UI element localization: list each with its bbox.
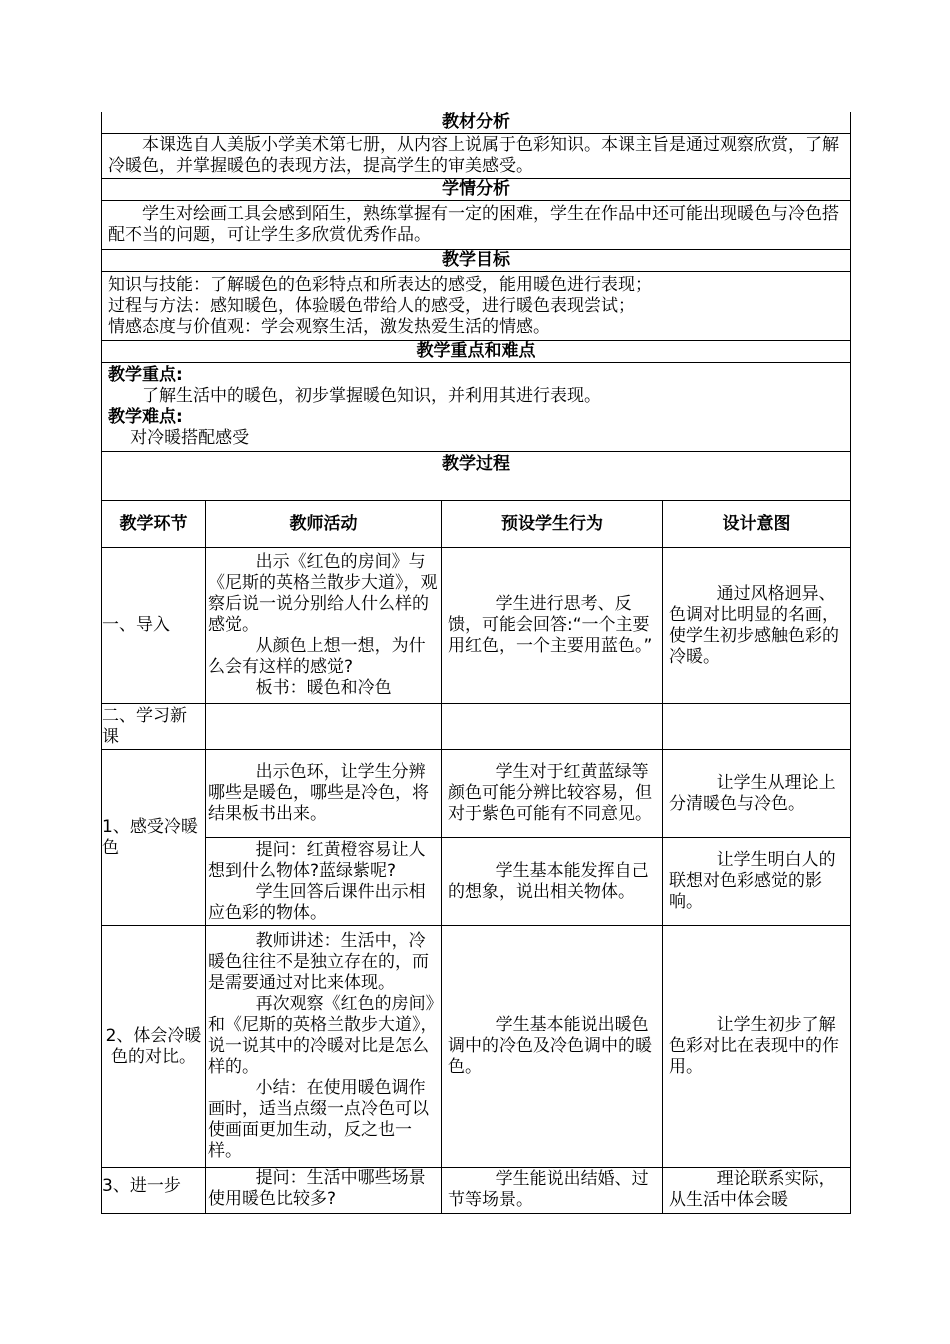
intent-new	[663, 704, 851, 750]
goals-title: 教学目标	[102, 250, 851, 272]
key-text: 了解生活中的暖色，初步掌握暖色知识，并利用其进行表现。	[142, 386, 601, 406]
stage-intro: 一、导入	[102, 548, 206, 704]
student-feel-b: 学生基本能发挥自己的想象，说出相关物体。	[442, 838, 663, 926]
col-teacher: 教师活动	[206, 501, 442, 548]
key-label: 教学重点:	[108, 365, 183, 385]
keypoints-title: 教学重点和难点	[102, 341, 851, 363]
difficulty-text: 对冷暖搭配感受	[130, 428, 250, 448]
teacher-contrast	[206, 926, 442, 1168]
intent-intro: 通过风格迥异、色调对比明显的名画，使学生初步感触色彩的冷暖。	[663, 548, 851, 704]
student-new	[442, 704, 663, 750]
table-row	[102, 1168, 851, 1214]
teacher-feel-b-p1: 提问：红黄橙容易让人想到什么物体?蓝绿紫呢?	[208, 839, 426, 881]
stage-new: 二、学习新课	[102, 704, 206, 750]
col-stage: 教学环节	[102, 501, 206, 548]
teacher-further: 提问：生活中哪些场景使用暖色比较多?	[206, 1168, 442, 1214]
table-row	[102, 548, 851, 704]
teacher-intro	[206, 548, 442, 704]
intent-further: 理论联系实际，从生活中体会暖	[663, 1168, 851, 1214]
learner-text: 学生对绘画工具会感到陌生，熟练掌握有一定的困难，学生在作品中还可能出现暖色与冷色搭配不当的问题，可让学生多欣赏优秀作品。	[102, 201, 851, 250]
goal-process: 过程与方法：感知暖色，体验暖色带给人的感受，进行暖色表现尝试；	[108, 295, 635, 316]
goals-block	[102, 272, 851, 341]
keypoints-block	[102, 363, 851, 452]
student-feel-a: 学生对于红黄蓝绿等颜色可能分辨比较容易，但对于紫色可能有不同意见。	[442, 750, 663, 838]
teacher-intro-p2: 从颜色上想一想，为什么会有这样的感觉?	[208, 636, 426, 677]
table-row	[102, 838, 851, 926]
teacher-contrast-p1: 教师讲述：生活中，冷暖色往往不是独立存在的，而是需要通过对比来体现。	[208, 931, 429, 993]
stage-contrast: 2、体会冷暖色的对比。	[102, 926, 206, 1168]
table-row	[102, 926, 851, 1168]
process-title: 教学过程	[102, 452, 851, 501]
goal-knowledge: 知识与技能：了解暖色的色彩特点和所表达的感受，能用暖色进行表现；	[108, 274, 652, 295]
teacher-contrast-p2: 再次观察《红色的房间》和《尼斯的英格兰散步大道》，说一说其中的冷暖对比是怎么样的。	[208, 994, 438, 1077]
goal-attitude: 情感态度与价值观：学会观察生活，激发热爱生活的情感。	[108, 316, 550, 337]
lesson-plan-table	[101, 112, 851, 1214]
table-row	[102, 704, 851, 750]
teacher-intro-p3: 板书：暖色和冷色	[255, 678, 392, 698]
difficulty-label: 教学难点:	[108, 407, 183, 427]
teacher-intro-p1: 出示《红色的房间》与《尼斯的英格兰散步大道》，观察后说一说分别给人什么样的感觉。	[208, 552, 438, 635]
teacher-new	[206, 704, 442, 750]
teacher-feel-b-p2: 学生回答后课件出示相应色彩的物体。	[208, 881, 426, 923]
table-row	[102, 750, 851, 838]
col-student: 预设学生行为	[442, 501, 663, 548]
col-intent: 设计意图	[663, 501, 851, 548]
intent-contrast: 让学生初步了解色彩对比在表现中的作用。	[663, 926, 851, 1168]
column-header-row	[102, 501, 851, 548]
teacher-feel-a: 出示色环，让学生分辨哪些是暖色，哪些是冷色，将结果板书出来。	[206, 750, 442, 838]
learner-title: 学情分析	[102, 179, 851, 201]
stage-further: 3、进一步	[102, 1168, 206, 1214]
student-intro: 学生进行思考、反馈，可能会回答:“一个主要用红色，一个主要用蓝色。”	[442, 548, 663, 704]
student-further: 学生能说出结婚、过节等场景。	[442, 1168, 663, 1214]
material-text: 本课选自人美版小学美术第七册，从内容上说属于色彩知识。本课主旨是通过观察欣赏，了解冷暖色，并掌握暖色的表现方法，提高学生的审美感受。	[102, 134, 851, 179]
stage-feel: 1、感受冷暖色	[102, 750, 206, 926]
teacher-feel-b	[206, 838, 442, 926]
student-contrast: 学生基本能说出暖色调中的冷色及冷色调中的暖色。	[442, 926, 663, 1168]
material-title: 教材分析	[102, 112, 851, 134]
teacher-contrast-p3: 小结：在使用暖色调作画时，适当点缀一点冷色可以使画面更加生动，反之也一样。	[208, 1078, 429, 1161]
intent-feel-a: 让学生从理论上分清暖色与冷色。	[663, 750, 851, 838]
intent-feel-b: 让学生明白人的联想对色彩感觉的影响。	[663, 838, 851, 926]
